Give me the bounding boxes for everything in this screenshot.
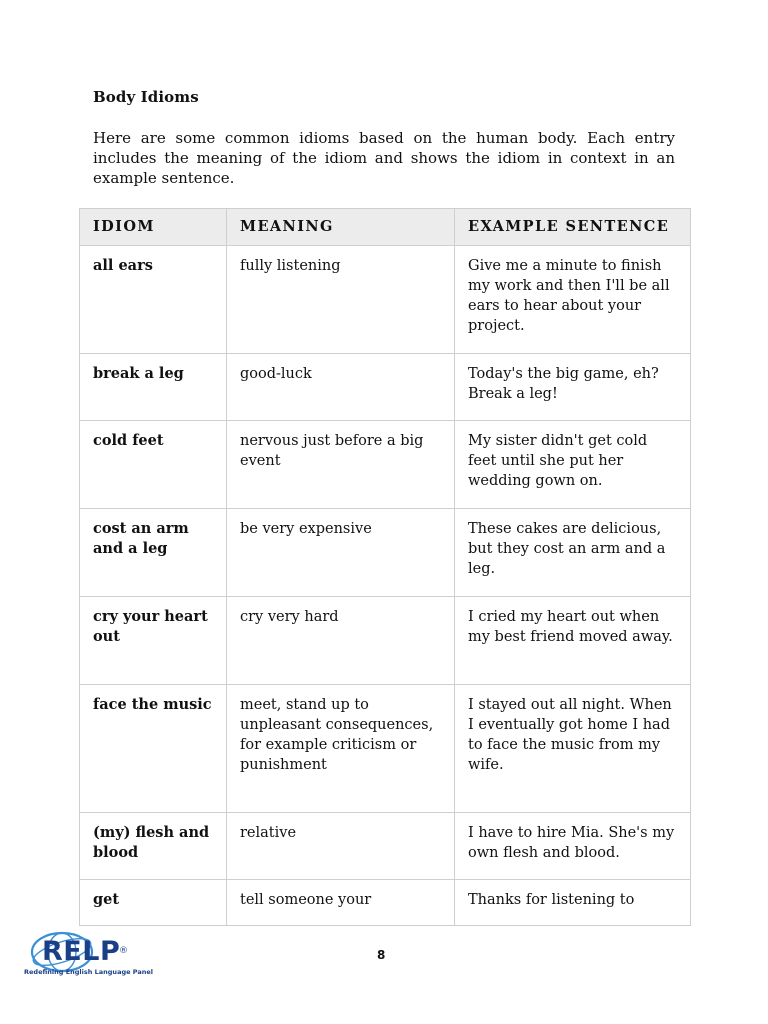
idiom-cell: face the music [80,685,227,813]
table-row [80,354,691,421]
table-row [80,685,691,813]
table-row [80,421,691,509]
idiom-cell: cry your heart out [80,597,227,685]
table-row [80,813,691,880]
example-cell: These cakes are delicious, but they cost an arm and a leg. [455,509,691,597]
meaning-cell: fully listening [227,246,455,354]
meaning-cell: be very expensive [227,509,455,597]
meaning-cell: tell someone your [227,880,455,926]
meaning-cell: nervous just before a big event [227,421,455,509]
header-meaning: MEANING [227,209,455,246]
idioms-table [79,208,691,926]
example-cell: My sister didn't get cold feet until she put her wedding gown on. [455,421,691,509]
logo-wordmark: RELP [42,936,121,967]
example-cell: I cried my heart out when my best friend moved away. [455,597,691,685]
intro-paragraph: Here are some common idioms based on the human body. Each entry includes the meaning of the idiom and shows the idiom in context in an example sentence. [93,129,675,187]
meaning-cell: good-luck [227,354,455,421]
example-cell: I stayed out all night. When I eventually got home I had to face the music from my wife. [455,685,691,813]
header-idiom: IDIOM [80,209,227,246]
table-row [80,597,691,685]
page-number: 8 [377,948,386,962]
idiom-cell: all ears [80,246,227,354]
relp-logo [22,926,154,982]
table-row [80,246,691,354]
idiom-cell: break a leg [80,354,227,421]
example-cell: Today's the big game, eh? Break a leg! [455,354,691,421]
meaning-cell: meet, stand up to unpleasant consequences, for example criticism or punishment [227,685,455,813]
meaning-cell: relative [227,813,455,880]
page-title: Body Idioms [93,88,199,106]
table-row [80,509,691,597]
meaning-cell: cry very hard [227,597,455,685]
header-example: EXAMPLE SENTENCE [455,209,691,246]
idiom-cell: cost an arm and a leg [80,509,227,597]
idiom-cell: get [80,880,227,926]
example-cell: Thanks for listening to [455,880,691,926]
table-row [80,880,691,926]
example-cell: Give me a minute to finish my work and then I'll be all ears to hear about your project. [455,246,691,354]
registered-mark: ® [119,946,128,956]
example-cell: I have to hire Mia. She's my own flesh and blood. [455,813,691,880]
idiom-cell: cold feet [80,421,227,509]
table-header-row [80,209,691,246]
idiom-cell: (my) flesh and blood [80,813,227,880]
logo-subtitle: Redefining English Language Panel [24,968,154,976]
